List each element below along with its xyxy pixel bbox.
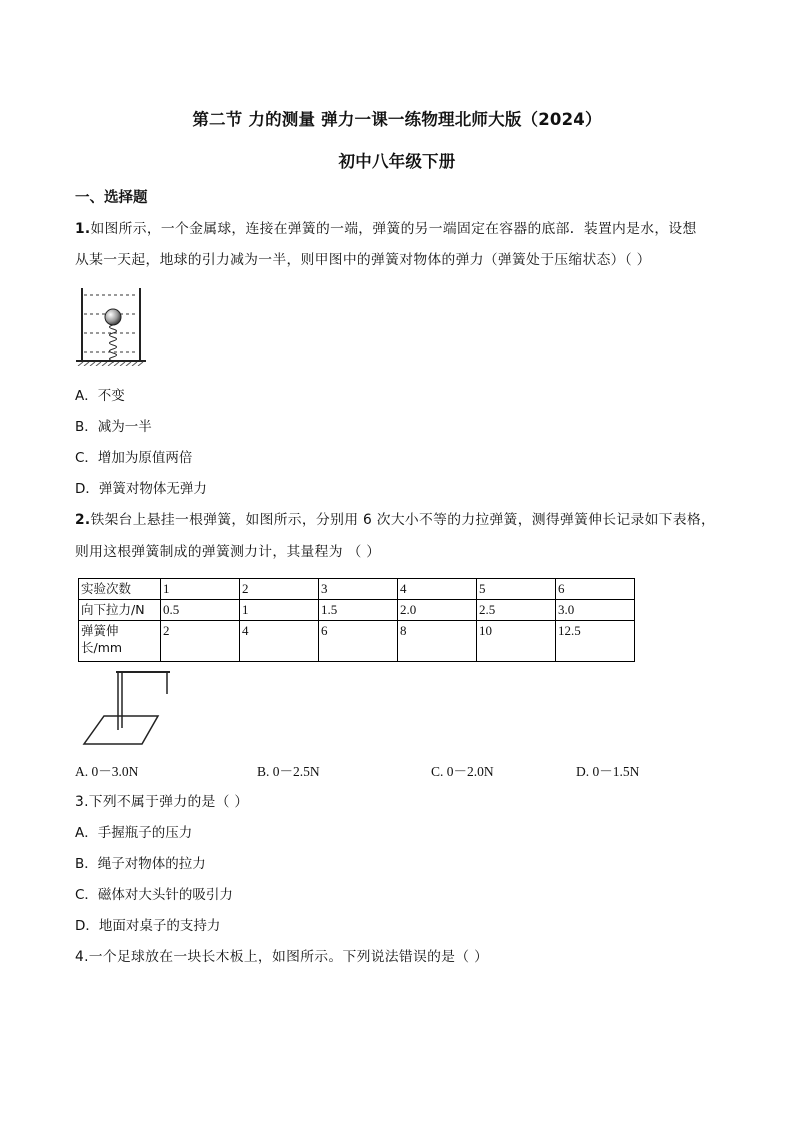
q3-option-a: A．手握瓶子的压力 <box>75 825 193 841</box>
question-1-text: 如图所示，一个金属球，连接在弹簧的一端，弹簧的另一端固定在容器的底部．装置内是水，设想 <box>90 221 697 237</box>
page-subtitle: 初中八年级下册 <box>338 152 456 171</box>
table-cell: 4 <box>240 621 319 662</box>
question-2-number: 2. <box>75 512 91 528</box>
question-1-number: 1. <box>75 221 91 237</box>
table-cell: 2.0 <box>398 600 477 621</box>
table-cell: 3.0 <box>556 600 635 621</box>
q2-option-c: C. 0－2.0N <box>431 764 494 779</box>
table-cell: 2 <box>240 579 319 600</box>
spring-container-figure <box>76 286 148 366</box>
table-header-force: 向下拉力/N <box>79 600 161 621</box>
table-cell: 0.5 <box>161 600 240 621</box>
table-cell: 1 <box>240 600 319 621</box>
table-cell: 6 <box>319 621 398 662</box>
q1-option-a: A．不变 <box>75 388 125 404</box>
table-header-trials: 实验次数 <box>79 579 161 600</box>
table-cell: 12.5 <box>556 621 635 662</box>
table-row <box>79 579 635 600</box>
q1-option-c: C．增加为原值两倍 <box>75 450 193 466</box>
q3-option-b: B．绳子对物体的拉力 <box>75 856 206 872</box>
table-header-extension: 弹簧伸长/mm <box>79 621 161 662</box>
table-cell: 3 <box>319 579 398 600</box>
table-row <box>79 600 635 621</box>
q2-option-a: A. 0－3.0N <box>75 764 139 779</box>
table-cell: 6 <box>556 579 635 600</box>
q2-option-d: D. 0－1.5N <box>576 764 640 779</box>
table-cell: 1.5 <box>319 600 398 621</box>
iron-stand-figure <box>80 668 176 748</box>
table-row <box>79 621 635 662</box>
q3-option-d: D．地面对桌子的支持力 <box>75 918 221 934</box>
table-cell: 4 <box>398 579 477 600</box>
question-2-line-2: 则用这根弹簧制成的弹簧测力计，其量程为 （ ） <box>75 544 381 560</box>
q3-option-c: C．磁体对大头针的吸引力 <box>75 887 233 903</box>
question-2-line-1 <box>75 508 715 528</box>
q2-option-b: B. 0－2.5N <box>257 764 320 779</box>
table-cell: 2.5 <box>477 600 556 621</box>
q1-option-b: B．减为一半 <box>75 419 152 435</box>
table-cell: 5 <box>477 579 556 600</box>
table-cell: 10 <box>477 621 556 662</box>
page-title: 第二节 力的测量 弹力一课一练物理北师大版（2024） <box>192 110 602 129</box>
spring-data-table <box>78 578 635 662</box>
question-4-text: 4.一个足球放在一块长木板上，如图所示。下列说法错误的是（ ） <box>75 949 489 965</box>
question-1-line-2: 从某一天起，地球的引力减为一半，则甲图中的弹簧对物体的弹力（弹簧处于压缩状态）（ ） <box>75 252 651 268</box>
section-heading: 一、选择题 <box>75 190 148 206</box>
table-cell: 1 <box>161 579 240 600</box>
question-3-text: 3.下列不属于弹力的是（ ） <box>75 794 249 810</box>
question-2-text: 铁架台上悬挂一根弹簧，如图所示，分别用 6 次大小不等的力拉弹簧，测得弹簧伸长记录如下表格， <box>90 512 716 528</box>
question-1-line-1 <box>75 217 697 237</box>
q1-option-d: D．弹簧对物体无弹力 <box>75 481 207 497</box>
table-cell: 2 <box>161 621 240 662</box>
table-cell: 8 <box>398 621 477 662</box>
